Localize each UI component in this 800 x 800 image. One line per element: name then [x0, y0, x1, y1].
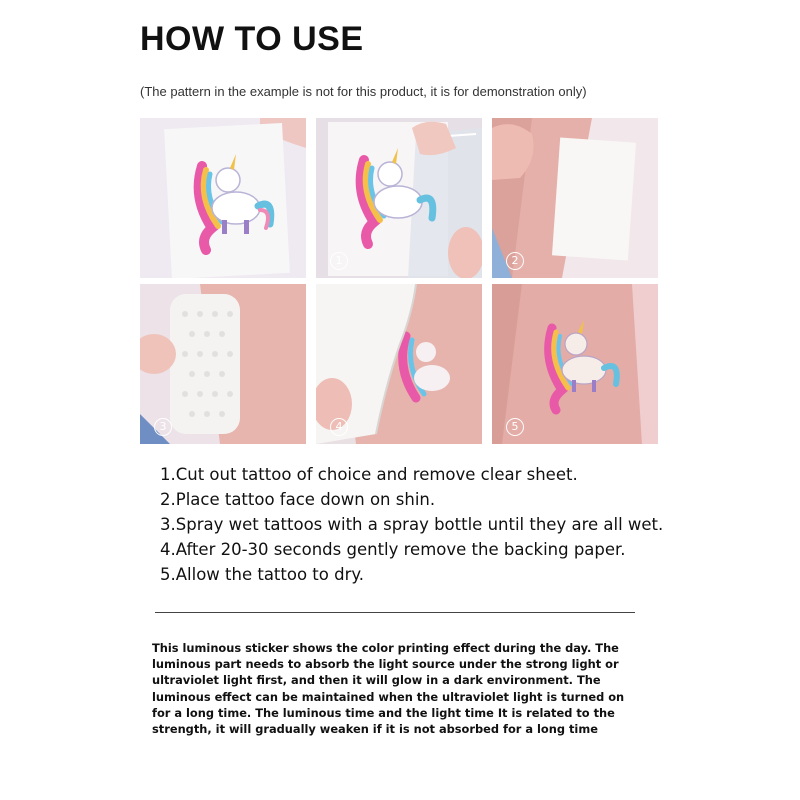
- page-title: HOW TO USE: [140, 20, 364, 58]
- instruction-step: 3.Spray wet tattoos with a spray bottle until they are all wet.: [160, 515, 664, 534]
- instruction-photo-grid: [140, 118, 658, 444]
- photo-peel-clear-film: [316, 118, 482, 278]
- instruction-step: 4.After 20-30 seconds gently remove the backing paper.: [160, 540, 626, 559]
- step-number-badge: 4: [330, 418, 348, 436]
- tattoo-sheet-illustration: [140, 118, 306, 278]
- step-number-badge: 1: [330, 252, 348, 270]
- step-number-badge: 5: [506, 418, 524, 436]
- instruction-step: 2.Place tattoo face down on shin.: [160, 490, 436, 509]
- step-number-badge: 3: [154, 418, 172, 436]
- instruction-step: 5.Allow the tattoo to dry.: [160, 565, 365, 584]
- photo-tattoo-sheet: [140, 118, 306, 278]
- instruction-step: 1.Cut out tattoo of choice and remove clear sheet.: [160, 465, 578, 484]
- photo-place-on-arm: [492, 118, 658, 278]
- demo-disclaimer: (The pattern in the example is not for this product, it is for demonstration only): [140, 84, 587, 99]
- photo-finished-tattoo: [492, 284, 658, 444]
- luminous-note: This luminous sticker shows the color printing effect during the day. The luminous part needs to absorb the light source under the strong light or ultraviolet light first, and then it will glow in a dark environment. The luminous effect can be maintained when the ultraviolet light is turned on for a long time. The luminous time and the light time It is related to the strength, it will gradually weaken if it is not absorbed for a long time: [152, 641, 625, 737]
- photo-wet-with-cloth: [140, 284, 306, 444]
- section-divider: [155, 612, 635, 613]
- instruction-steps-list: [160, 462, 663, 587]
- step-number-badge: 2: [506, 252, 524, 270]
- photo-peel-backing-paper: [316, 284, 482, 444]
